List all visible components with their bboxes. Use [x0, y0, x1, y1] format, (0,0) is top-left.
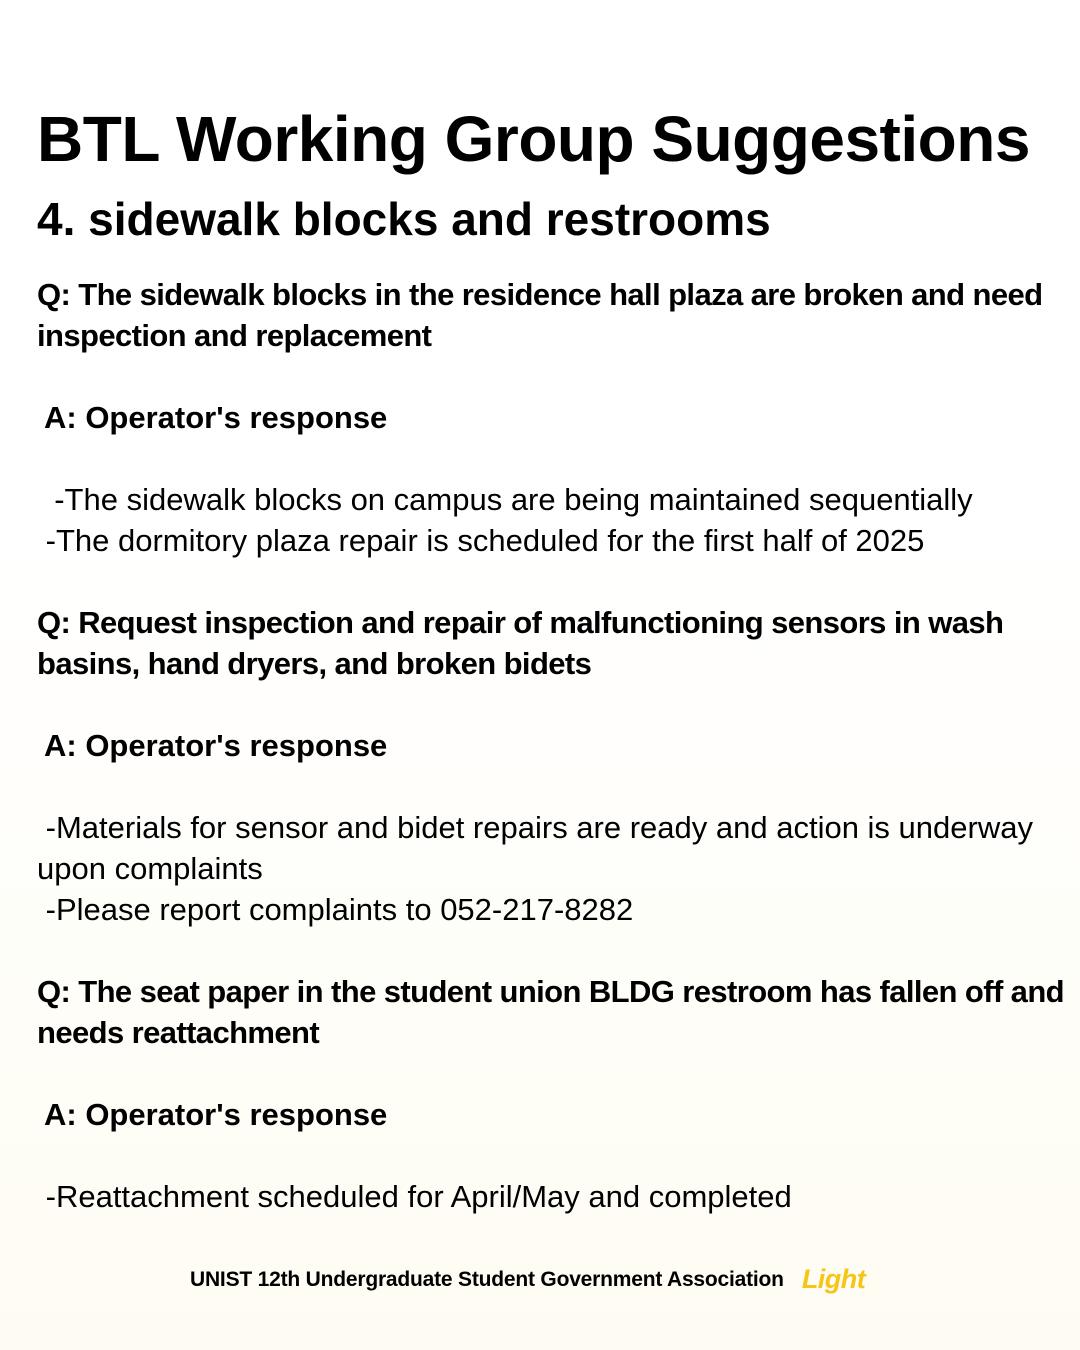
question-text: Q: The seat paper in the student union BLDG restroom has fallen off and needs reattachment — [37, 974, 1073, 1050]
footer-organization: UNIST 12th Undergraduate Student Government Association — [190, 1267, 784, 1291]
page-subtitle: 4. sidewalk blocks and restrooms — [37, 193, 771, 245]
qa-item — [37, 971, 1077, 1217]
answer-label: A: Operator's response — [44, 400, 388, 435]
footer — [190, 1264, 865, 1295]
response-line: -Materials for sensor and bidet repairs are ready and action is underway upon complaints — [37, 810, 1042, 886]
qa-item — [37, 274, 1077, 561]
response-line: -The sidewalk blocks on campus are being maintained sequentially — [37, 482, 973, 517]
page-title: BTL Working Group Suggestions — [37, 103, 1030, 175]
response-line: -Please report complaints to 052-217-8282 — [37, 892, 634, 927]
question-text: Q: The sidewalk blocks in the residence hall plaza are broken and need inspection and replacement — [37, 277, 1051, 353]
brand-logo: Light — [801, 1264, 866, 1294]
response-line: -Reattachment scheduled for April/May and completed — [37, 1179, 792, 1214]
qa-content — [37, 274, 1077, 1217]
question-text: Q: Request inspection and repair of malfunctioning sensors in wash basins, hand dryers, and broken bidets — [37, 605, 1012, 681]
answer-label: A: Operator's response — [44, 1097, 388, 1132]
qa-item — [37, 602, 1077, 930]
answer-label: A: Operator's response — [44, 728, 388, 763]
response-line: -The dormitory plaza repair is scheduled for the first half of 2025 — [37, 523, 925, 558]
